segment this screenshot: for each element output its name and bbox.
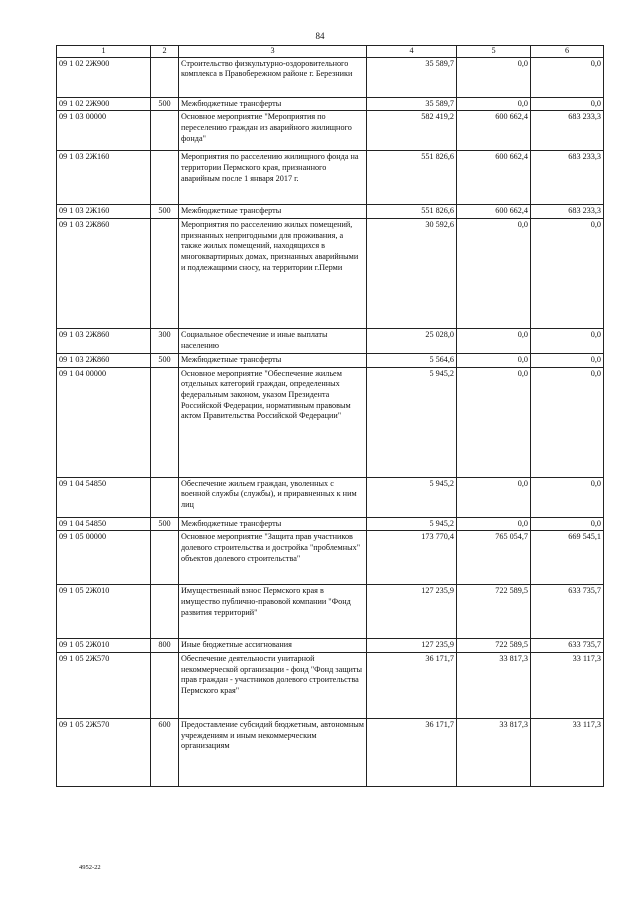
row-value-3: 0,0 — [531, 97, 604, 111]
table-body — [57, 57, 604, 786]
table-row — [57, 477, 604, 517]
table-row — [57, 652, 604, 718]
row-name: Межбюджетные трансферты — [179, 97, 367, 111]
row-value-1: 582 419,2 — [367, 111, 457, 151]
row-value-1: 173 770,4 — [367, 531, 457, 585]
row-name: Имущественный взнос Пермского края в имущество публично-правовой компании "Фонд развития территорий" — [179, 585, 367, 639]
row-name: Основное мероприятие "Мероприятия по переселению граждан из аварийного жилищного фонда" — [179, 111, 367, 151]
row-value-3: 0,0 — [531, 218, 604, 328]
row-expense-type: 500 — [151, 97, 179, 111]
header-col-2: 2 — [151, 46, 179, 58]
table-row — [57, 205, 604, 219]
row-expense-type: 500 — [151, 205, 179, 219]
header-col-6: 6 — [531, 46, 604, 58]
row-expense-type: 600 — [151, 718, 179, 786]
row-code: 09 1 05 00000 — [57, 531, 151, 585]
row-code: 09 1 03 2Ж860 — [57, 328, 151, 353]
budget-table — [56, 45, 604, 787]
row-expense-type — [151, 218, 179, 328]
row-value-3: 633 735,7 — [531, 585, 604, 639]
row-expense-type — [151, 477, 179, 517]
row-expense-type: 800 — [151, 639, 179, 653]
row-value-2: 0,0 — [457, 517, 531, 531]
row-code: 09 1 03 2Ж860 — [57, 353, 151, 367]
row-value-2: 765 054,7 — [457, 531, 531, 585]
row-expense-type: 500 — [151, 517, 179, 531]
row-value-3: 0,0 — [531, 367, 604, 477]
row-value-3: 0,0 — [531, 57, 604, 97]
row-code: 09 1 03 00000 — [57, 111, 151, 151]
row-value-2: 0,0 — [457, 353, 531, 367]
row-value-1: 127 235,9 — [367, 639, 457, 653]
row-value-3: 0,0 — [531, 477, 604, 517]
row-value-2: 722 589,5 — [457, 585, 531, 639]
footer-code: 4952-22 — [79, 864, 101, 871]
row-value-3: 0,0 — [531, 353, 604, 367]
row-code: 09 1 05 2Ж010 — [57, 639, 151, 653]
row-expense-type: 500 — [151, 353, 179, 367]
header-col-4: 4 — [367, 46, 457, 58]
row-value-1: 5 945,2 — [367, 517, 457, 531]
row-name: Строительство физкультурно-оздоровительного комплекса в Правобережном районе г. Березники — [179, 57, 367, 97]
row-code: 09 1 05 2Ж570 — [57, 652, 151, 718]
row-value-2: 33 817,3 — [457, 718, 531, 786]
table-row — [57, 367, 604, 477]
row-expense-type: 300 — [151, 328, 179, 353]
table-row — [57, 97, 604, 111]
header-col-3: 3 — [179, 46, 367, 58]
row-value-1: 35 589,7 — [367, 97, 457, 111]
table-row — [57, 57, 604, 97]
row-value-3: 683 233,3 — [531, 151, 604, 205]
row-value-3: 0,0 — [531, 328, 604, 353]
row-name: Социальное обеспечение и иные выплаты населению — [179, 328, 367, 353]
row-value-2: 722 589,5 — [457, 639, 531, 653]
row-code: 09 1 05 2Ж010 — [57, 585, 151, 639]
row-value-1: 35 589,7 — [367, 57, 457, 97]
row-value-2: 0,0 — [457, 328, 531, 353]
table-row — [57, 639, 604, 653]
header-col-5: 5 — [457, 46, 531, 58]
row-value-1: 5 564,6 — [367, 353, 457, 367]
row-code: 09 1 03 2Ж160 — [57, 151, 151, 205]
row-value-1: 127 235,9 — [367, 585, 457, 639]
row-name: Основное мероприятие "Обеспечение жильем отдельных категорий граждан, определенных федеральным законом, указом Президента Российской Федерации, нормативным правовым актом Правительства Российской Федерации" — [179, 367, 367, 477]
row-value-3: 0,0 — [531, 517, 604, 531]
row-name: Иные бюджетные ассигнования — [179, 639, 367, 653]
row-value-1: 5 945,2 — [367, 477, 457, 517]
table-row — [57, 517, 604, 531]
row-value-2: 600 662,4 — [457, 111, 531, 151]
row-code: 09 1 04 54850 — [57, 477, 151, 517]
table-row — [57, 151, 604, 205]
page-number: 84 — [315, 31, 325, 41]
row-code: 09 1 02 2Ж900 — [57, 57, 151, 97]
header-col-1: 1 — [57, 46, 151, 58]
table-row — [57, 218, 604, 328]
row-value-2: 33 817,3 — [457, 652, 531, 718]
row-value-3: 33 117,3 — [531, 652, 604, 718]
row-code: 09 1 03 2Ж860 — [57, 218, 151, 328]
row-expense-type — [151, 531, 179, 585]
table-row — [57, 718, 604, 786]
row-value-1: 25 028,0 — [367, 328, 457, 353]
row-code: 09 1 04 00000 — [57, 367, 151, 477]
row-value-2: 0,0 — [457, 57, 531, 97]
table-row — [57, 353, 604, 367]
row-expense-type — [151, 367, 179, 477]
row-name: Межбюджетные трансферты — [179, 353, 367, 367]
row-expense-type — [151, 111, 179, 151]
row-name: Обеспечение жильем граждан, уволенных с военной службы (службы), и приравненных к ним лиц — [179, 477, 367, 517]
row-value-2: 0,0 — [457, 367, 531, 477]
row-code: 09 1 03 2Ж160 — [57, 205, 151, 219]
table-header-row — [57, 46, 604, 58]
row-value-1: 5 945,2 — [367, 367, 457, 477]
row-code: 09 1 05 2Ж570 — [57, 718, 151, 786]
row-value-1: 36 171,7 — [367, 718, 457, 786]
row-name: Мероприятия по расселению жилых помещений, признанных непригодными для проживания, а также жилых помещений, находящихся в многоквартирных домах, признанных аварийными и подлежащими сносу, на территории г.Перми — [179, 218, 367, 328]
row-value-1: 36 171,7 — [367, 652, 457, 718]
row-name: Межбюджетные трансферты — [179, 517, 367, 531]
row-name: Обеспечение деятельности унитарной некоммерческой организации - фонд "Фонд защиты прав граждан - участников долевого строительства Пермского края" — [179, 652, 367, 718]
row-value-1: 551 826,6 — [367, 205, 457, 219]
row-value-3: 33 117,3 — [531, 718, 604, 786]
row-expense-type — [151, 151, 179, 205]
table-row — [57, 111, 604, 151]
row-value-2: 0,0 — [457, 218, 531, 328]
row-expense-type — [151, 652, 179, 718]
row-value-3: 669 545,1 — [531, 531, 604, 585]
row-expense-type — [151, 585, 179, 639]
row-value-1: 551 826,6 — [367, 151, 457, 205]
table-row — [57, 328, 604, 353]
row-name: Предоставление субсидий бюджетным, автономным учреждениям и иным некоммерческим организациям — [179, 718, 367, 786]
row-value-1: 30 592,6 — [367, 218, 457, 328]
row-value-2: 0,0 — [457, 97, 531, 111]
table-row — [57, 531, 604, 585]
table-row — [57, 585, 604, 639]
row-value-2: 600 662,4 — [457, 205, 531, 219]
row-value-2: 0,0 — [457, 477, 531, 517]
row-name: Межбюджетные трансферты — [179, 205, 367, 219]
row-code: 09 1 04 54850 — [57, 517, 151, 531]
row-name: Основное мероприятие "Защита прав участников долевого строительства и достройка "проблемных" объектов долевого строительства" — [179, 531, 367, 585]
row-expense-type — [151, 57, 179, 97]
row-value-3: 683 233,3 — [531, 111, 604, 151]
row-value-3: 633 735,7 — [531, 639, 604, 653]
row-value-2: 600 662,4 — [457, 151, 531, 205]
row-value-3: 683 233,3 — [531, 205, 604, 219]
row-name: Мероприятия по расселению жилищного фонда на территории Пермского края, признанного аварийным после 1 января 2017 г. — [179, 151, 367, 205]
row-code: 09 1 02 2Ж900 — [57, 97, 151, 111]
